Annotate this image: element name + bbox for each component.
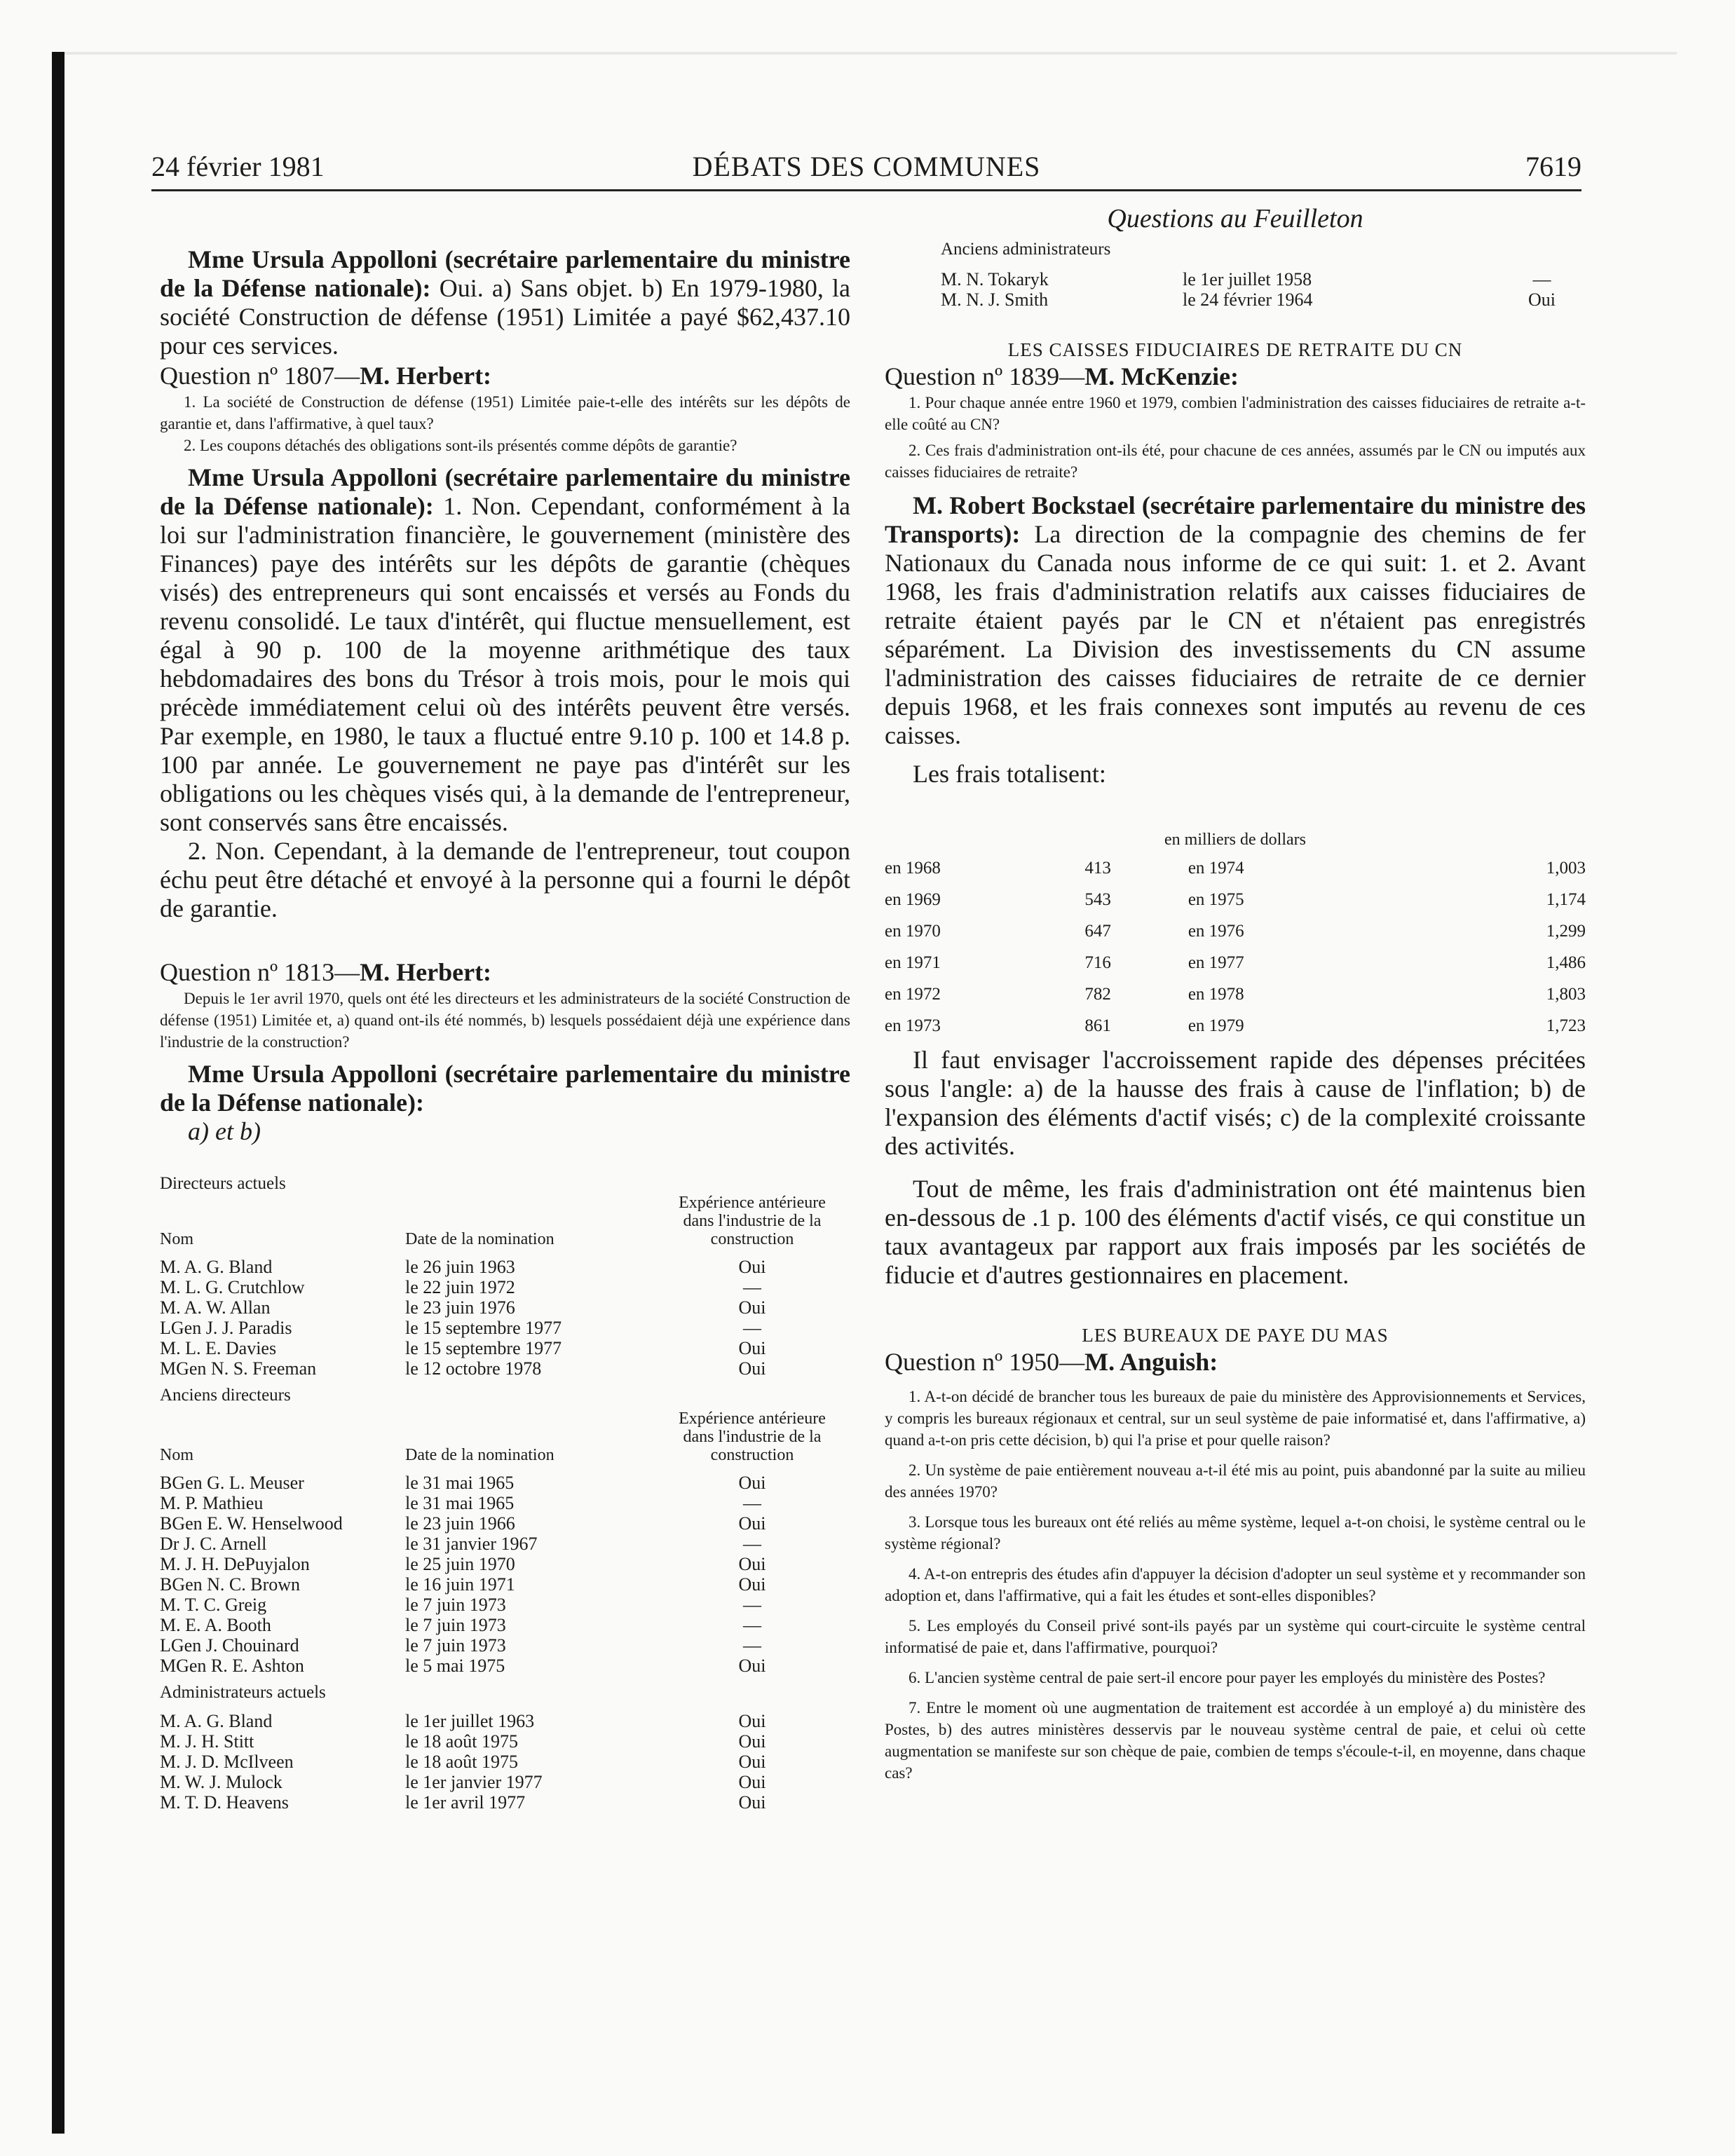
experience-cell: —	[743, 1277, 761, 1297]
answer-paragraph	[160, 1060, 850, 1117]
table-row	[160, 1615, 833, 1635]
experience-cell: —	[743, 1318, 761, 1338]
person-name: LGen J. J. Paradis	[160, 1318, 292, 1338]
experience-cell: Oui	[738, 1297, 766, 1318]
appointment-date: le 25 juin 1970	[405, 1554, 515, 1574]
experience-cell: Oui	[738, 1772, 766, 1792]
analysis-paragraph: Tout de même, les frais d'administration ont été maintenus bien en-dessous de .1 p. 100 des éléments d'actif visés, ce qui constitue un taux avantageux par rapport aux frais imposés par les sociétés de fiducie et d'autres gestionnaires en placement.	[885, 1175, 1586, 1289]
publication-title: DÉBATS DES COMMUNES	[692, 151, 1041, 182]
appointment-date: le 22 juin 1972	[405, 1277, 515, 1297]
table-row	[941, 289, 1586, 310]
question-author: M. Herbert:	[360, 958, 492, 986]
question-item: 2. Ces frais d'administration ont-ils été, pour chacune de ces années, assumés par le CN ou imputés aux caisses fiduciaires de retraite?	[885, 442, 1586, 481]
speaker-name: M. Robert Bockstael (secrétaire parlementaire du ministre des Transports):	[885, 491, 1586, 548]
table-row	[160, 1656, 833, 1676]
experience-cell: Oui	[738, 1656, 766, 1676]
answer-paragraph	[885, 491, 1586, 750]
table-row	[160, 1513, 833, 1534]
question-item: 7. Entre le moment où une augmentation de traitement est accordée à un employé a) du ministère des Postes, b) des autres ministères desservis par le nouveau système central de paie, et celui où cette augmentation se manifeste sur son chèque de paie, combien de temps s'écoule-t-il, en moyenne, dans chaque cas?	[885, 1699, 1586, 1782]
table-row	[160, 1473, 833, 1493]
person-name: M. L. G. Crutchlow	[160, 1277, 305, 1297]
person-name: M. A. G. Bland	[160, 1711, 273, 1731]
experience-cell: Oui	[1528, 289, 1556, 310]
experience-cell: Oui	[738, 1574, 766, 1595]
question-heading	[885, 1346, 1586, 1377]
table-row	[160, 1554, 833, 1574]
answer-paragraph	[160, 463, 850, 837]
question-author: M. McKenzie:	[1084, 362, 1239, 390]
table-row	[885, 852, 1586, 884]
appointment-date: le 18 août 1975	[405, 1731, 519, 1752]
year-label: en 1978	[1188, 985, 1244, 1004]
person-name: BGen N. C. Brown	[160, 1574, 301, 1595]
appointment-date: le 7 juin 1973	[405, 1615, 506, 1635]
person-name: M. W. J. Mulock	[160, 1772, 283, 1792]
question-list	[885, 1386, 1586, 1784]
question-author: M. Herbert:	[360, 362, 492, 390]
answer-subtitle: a) et b)	[188, 1117, 261, 1145]
cost-value: 413	[1084, 859, 1111, 878]
question-heading	[160, 957, 850, 988]
answer-paragraph: 2. Non. Cependant, à la demande de l'entrepreneur, tout coupon échu peut être détaché et envoyé à la personne qui a fourni le dépôt de garantie.	[160, 837, 850, 922]
table-row	[160, 1635, 833, 1656]
appointment-date: le 5 mai 1975	[405, 1656, 505, 1676]
question-label: Question nº 1950—	[885, 1348, 1085, 1376]
experience-cell: Oui	[738, 1338, 766, 1358]
person-name: M. J. H. Stitt	[160, 1731, 254, 1752]
appointment-date: le 18 août 1975	[405, 1752, 519, 1772]
answer-text: La direction de la compagnie des chemins de fer Nationaux du Canada nous informe de ce qui suit: 1. et 2. Avant 1968, les frais d'administration relatifs aux caisses fiduciaires de retraite étaient payés par le CN et n'étaient pas enregistrés séparément. La Division des investissements du CN assume l'administration des caisses fiduciaires de retraite de ce dernier depuis 1968, et les frais connexes sont imputés au revenu de ces caisses.	[885, 520, 1586, 749]
question-item: 1. A-t-on décidé de brancher tous les bureaux de paie du ministère des Approvisionnements et Services, y compris les bureaux régionaux et central, sur un seul système de paie informatisé et, dans l'affirmative, a) quand a-t-on pris cette décision, b) qui l'a prise et pour quelle raison?	[885, 1388, 1586, 1449]
cost-value: 716	[1084, 953, 1111, 972]
col-name-header: Nom	[160, 1230, 193, 1248]
person-name: Dr J. C. Arnell	[160, 1534, 267, 1554]
experience-cell: Oui	[738, 1792, 766, 1813]
table-row	[160, 1792, 833, 1813]
table-row	[160, 1595, 833, 1615]
experience-cell: —	[743, 1615, 761, 1635]
experience-cell: Oui	[738, 1711, 766, 1731]
year-label: en 1976	[1188, 922, 1244, 941]
header-date: 24 février 1981	[151, 151, 325, 182]
directors-current-table	[160, 1257, 833, 1379]
question-label: Question nº 1813—	[160, 958, 360, 986]
appointment-date: le 1er janvier 1977	[405, 1772, 543, 1792]
appointment-date: le 26 juin 1963	[405, 1257, 515, 1277]
running-title: Questions au Feuilleton	[1107, 204, 1363, 233]
table-row	[160, 1338, 833, 1358]
appointment-date: le 1er juillet 1958	[1183, 269, 1312, 289]
admins-current-title: Administrateurs actuels	[160, 1683, 326, 1702]
year-label: en 1974	[1188, 859, 1244, 878]
question-item: 4. A-t-on entrepris des études afin d'appuyer la décision d'adopter un seul système et y recommander son adoption et, dans l'affirmative, qui a fait les études et sont-elles disponibles?	[885, 1565, 1586, 1604]
year-label: en 1969	[885, 890, 941, 909]
table-row	[160, 1752, 833, 1772]
scan-edge	[64, 52, 1677, 55]
admins-former-title: Anciens administrateurs	[941, 240, 1111, 259]
appointment-date: le 31 mai 1965	[405, 1473, 515, 1493]
question-heading	[160, 360, 850, 391]
person-name: M. N. J. Smith	[941, 289, 1049, 310]
appointment-date: le 12 octobre 1978	[405, 1358, 542, 1379]
person-name: M. N. Tokaryk	[941, 269, 1049, 289]
experience-cell: Oui	[738, 1358, 766, 1379]
year-label: en 1973	[885, 1016, 941, 1035]
cost-value: 1,299	[1546, 922, 1586, 941]
table-header	[160, 1194, 833, 1248]
table-row	[885, 978, 1586, 1010]
year-label: en 1970	[885, 922, 941, 941]
cost-value: 1,174	[1546, 890, 1586, 909]
table-header	[160, 1410, 833, 1464]
table-row	[160, 1574, 833, 1595]
appointment-date: le 31 mai 1965	[405, 1493, 515, 1513]
person-name: M. T. C. Greig	[160, 1595, 267, 1615]
admins-current-table	[160, 1711, 833, 1813]
appointment-date: le 15 septembre 1977	[405, 1338, 562, 1358]
table-row	[885, 915, 1586, 947]
table-row	[885, 1010, 1586, 1042]
appointment-date: le 24 février 1964	[1183, 289, 1313, 310]
table-row	[941, 269, 1586, 289]
page-number: 7619	[1525, 151, 1581, 182]
directors-current-title: Directeurs actuels	[160, 1174, 286, 1193]
answer-text: 1. Non. Cependant, conformément à la loi sur l'administration financière, le gouvernement (ministère des Finances) paye des intérêts sur les dépôts de garantie (chèques visés) des entrepreneurs qui sont encaissés et versés au Fonds du revenu consolidé. Le taux d'intérêt, qui fluctue mensuellement, est égal à 90 p. 100 de la moyenne arithmétique des taux hebdomadaires des bons du Trésor à trois mois, pour le mois qui précède immédiatement celui où des intérêts peuvent être versés. Par exemple, en 1980, le taux a fluctué entre 9.10 p. 100 et 14.8 p. 100 par année. Le gouvernement ne paye pas d'intérêt sur les obligations ou les chèques visés qui, à la demande de l'entrepreneur, sont conservés sans être encaissés.	[160, 492, 850, 836]
experience-cell: Oui	[738, 1752, 766, 1772]
table-row	[160, 1257, 833, 1277]
experience-cell: Oui	[738, 1257, 766, 1277]
experience-cell: —	[743, 1595, 761, 1615]
col-date-header: Date de la nomination	[405, 1230, 554, 1248]
col-name-header: Nom	[160, 1446, 193, 1464]
answer-paragraph	[160, 245, 850, 360]
cost-value: 1,003	[1546, 859, 1586, 878]
person-name: M. J. D. McIlveen	[160, 1752, 294, 1772]
experience-cell: Oui	[738, 1473, 766, 1493]
question-item: 1. Pour chaque année entre 1960 et 1979, combien l'administration des caisses fiduciaires de retraite a-t-elle coûté au CN?	[885, 394, 1586, 433]
table-row	[160, 1772, 833, 1792]
speaker-name: Mme Ursula Appolloni (secrétaire parlementaire du ministre de la Défense nationale):	[160, 1060, 850, 1117]
table-row	[160, 1277, 833, 1297]
experience-cell: Oui	[738, 1731, 766, 1752]
year-label: en 1972	[885, 985, 941, 1004]
question-heading	[885, 361, 1586, 392]
appointment-date: le 1er avril 1977	[405, 1792, 526, 1813]
experience-cell: Oui	[738, 1513, 766, 1534]
experience-cell: —	[743, 1493, 761, 1513]
question-item: 5. Les employés du Conseil privé sont-ils payés par un système qui court-circuite le système central informatisé de paie et, dans l'affirmative, pourquoi?	[885, 1617, 1586, 1656]
cost-value: 1,486	[1546, 953, 1586, 972]
table-row	[160, 1731, 833, 1752]
year-label: en 1979	[1188, 1016, 1244, 1035]
year-label: en 1971	[885, 953, 941, 972]
person-name: BGen E. W. Henselwood	[160, 1513, 343, 1534]
question-item: 2. Les coupons détachés des obligations sont-ils présentés comme dépôts de garantie?	[184, 437, 737, 454]
table-row	[160, 1318, 833, 1338]
person-name: BGen G. L. Meuser	[160, 1473, 304, 1493]
person-name: M. E. A. Booth	[160, 1615, 271, 1635]
page-header	[151, 150, 1581, 191]
table-row	[885, 947, 1586, 978]
question-item: 1. La société de Construction de défense (1951) Limitée paie-t-elle des intérêts sur les dépôts de garantie et, dans l'affirmative, à quel taux?	[160, 393, 850, 432]
question-label: Question nº 1839—	[885, 362, 1085, 390]
appointment-date: le 23 juin 1976	[405, 1297, 515, 1318]
appointment-date: le 7 juin 1973	[405, 1595, 506, 1615]
question-author: M. Anguish:	[1084, 1348, 1218, 1376]
scan-border	[52, 52, 64, 2134]
section-title: LES CAISSES FIDUCIAIRES DE RETRAITE DU CN	[1007, 339, 1463, 360]
year-label: en 1968	[885, 859, 941, 878]
person-name: MGen R. E. Ashton	[160, 1656, 304, 1676]
person-name: M. T. D. Heavens	[160, 1792, 289, 1813]
experience-cell: —	[743, 1534, 761, 1554]
question-item: 3. Lorsque tous les bureaux ont été reliés au même système, lequel a-t-on choisi, le système central ou le système régional?	[885, 1513, 1586, 1553]
cost-value: 782	[1084, 985, 1111, 1004]
speaker-name: Mme Ursula Appolloni (secrétaire parlementaire du ministre de la Défense nationale):	[160, 245, 850, 302]
section-title: LES BUREAUX DE PAYE DU MAS	[1082, 1325, 1389, 1346]
appointment-date: le 31 janvier 1967	[405, 1534, 538, 1554]
appointment-date: le 16 juin 1971	[405, 1574, 515, 1595]
appointment-date: le 15 septembre 1977	[405, 1318, 562, 1338]
admins-former-table	[941, 269, 1586, 310]
appointment-date: le 23 juin 1966	[405, 1513, 515, 1534]
cost-value: 543	[1084, 890, 1111, 909]
experience-cell: —	[743, 1635, 761, 1656]
left-column	[160, 203, 850, 1813]
table-row	[160, 1711, 833, 1731]
experience-cell: Oui	[738, 1554, 766, 1574]
person-name: M. A. G. Bland	[160, 1257, 273, 1277]
year-label: en 1975	[1188, 890, 1244, 909]
person-name: LGen J. Chouinard	[160, 1635, 299, 1656]
year-label: en 1977	[1188, 953, 1244, 972]
costs-intro: Les frais totalisent:	[913, 760, 1106, 788]
person-name: M. J. H. DePuyjalon	[160, 1554, 310, 1574]
person-name: M. P. Mathieu	[160, 1493, 264, 1513]
cost-value: 647	[1084, 922, 1111, 941]
experience-cell: —	[1532, 269, 1551, 289]
right-column	[885, 203, 1586, 1784]
answer-text: Oui. a) Sans objet. b) En 1979-1980, la société Construction de défense (1951) Limitée a payé $62,437.10 pour ces services.	[160, 274, 850, 360]
person-name: MGen N. S. Freeman	[160, 1358, 317, 1379]
costs-table	[885, 852, 1586, 1042]
appointment-date: le 1er juillet 1963	[405, 1711, 535, 1731]
table-row	[160, 1297, 833, 1318]
person-name: M. L. E. Davies	[160, 1338, 277, 1358]
table-row	[160, 1534, 833, 1554]
col-experience-header: Expérience antérieure dans l'industrie de la construction	[679, 1410, 826, 1464]
appointment-date: le 7 juin 1973	[405, 1635, 506, 1656]
table-row	[160, 1358, 833, 1379]
cost-value: 1,803	[1546, 985, 1586, 1004]
question-item: 2. Un système de paie entièrement nouveau a-t-il été mis au point, puis abandonné par la suite au milieu des années 1970?	[885, 1461, 1586, 1501]
speaker-name: Mme Ursula Appolloni (secrétaire parlementaire du ministre de la Défense nationale):	[160, 463, 850, 520]
question-text: Depuis le 1er avril 1970, quels ont été les directeurs et les administrateurs de la société Construction de défense (1951) Limitée et, a) quand ont-ils été nommés, b) lesquels possédaient déjà une expérience dans l'industrie de la construction?	[160, 990, 850, 1051]
directors-former-table	[160, 1473, 833, 1676]
cost-value: 861	[1084, 1016, 1111, 1035]
col-date-header: Date de la nomination	[405, 1446, 554, 1464]
question-item: 6. L'ancien système central de paie sert-il encore pour payer les employés du ministère des Postes?	[909, 1669, 1546, 1686]
analysis-paragraph: Il faut envisager l'accroissement rapide des dépenses précitées sous l'angle: a) de la hausse des frais à cause de l'inflation; b) de l'expansion des éléments d'actif visés; c) de la complexité croissante des activités.	[885, 1046, 1586, 1160]
table-row	[885, 884, 1586, 915]
question-label: Question nº 1807—	[160, 362, 360, 390]
directors-former-title: Anciens directeurs	[160, 1386, 291, 1405]
col-experience-header: Expérience antérieure dans l'industrie de la construction	[679, 1194, 826, 1248]
table-row	[160, 1493, 833, 1513]
costs-unit: en milliers de dollars	[1164, 831, 1306, 849]
cost-value: 1,723	[1546, 1016, 1586, 1035]
person-name: M. A. W. Allan	[160, 1297, 271, 1318]
